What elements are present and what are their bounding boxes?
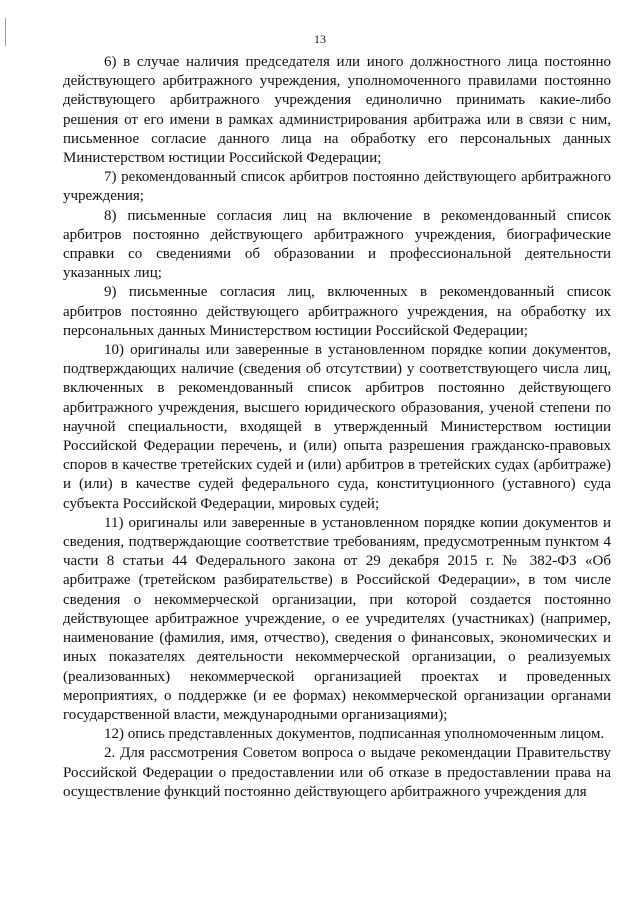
paragraph-item-11: 11) оригиналы или заверенные в установленном порядке копии документов и сведения, подтверждающие соответствие требованиям, предусмотренным пунктом 4 части 8 статьи 44 Федерального закона от 29 декабря 2015 г. № 382-ФЗ «Об арбитраже (третейском разбирательстве) в Российской Федерации», в том числе сведения о некоммерческой организации, при которой создается постоянно действующее арбитражное учреждение, о ее учредителях (участниках) (например, наименование (фамилия, имя, отчество), сведения о финансовых, экономических и иных показателях деятельности некоммерческой организации, о реализуемых (реализованных) некоммерческой организацией проектах и проведенных мероприятиях, о поддержке (и ее формах) некоммерческой организации органами государственной власти, международными организациями); [63, 514, 611, 723]
paragraph-item-7: 7) рекомендованный список арбитров постоянно действующего арбитражного учреждения; [63, 169, 611, 205]
paragraph-item-10: 10) оригиналы или заверенные в установленном порядке копии документов, подтверждающих наличие (сведения об отсутствии) у соответствующего числа лиц, включенных в рекомендованный список арбитров постоянно действующего арбитражного учреждения, высшего юридического образования, ученой степени по научной специальности, входящей в утвержденный Министерством юстиции Российской Федерации перечень, и (или) опыта разрешения гражданско-правовых споров в качестве третейских судей и (или) арбитров в третейских судах (арбитраже) и (или) в качестве судей федерального суда, конституционного (уставного) суда субъекта Российской Федерации, мировых судей; [63, 342, 611, 512]
paragraph-item-6: 6) в случае наличия председателя или иного должностного лица постоянно действующего арбитражного учреждения, уполномоченного правилами постоянно действующего арбитражного учреждения единолично принимать какие-либо решения от его имени в рамках администрирования арбитража или в связи с ним, письменное согласие данного лица на обработку его персональных данных Министерством юстиции Российской Федерации; [63, 54, 611, 167]
page-number: 13 [314, 32, 326, 46]
paragraph-section-2: 2. Для рассмотрения Советом вопроса о выдаче рекомендации Правительству Российской Федерации о предоставлении или об отказе в предоставлении права на осуществление функций постоянно действующего арбитражного учреждения для [63, 745, 611, 800]
paragraph-item-9: 9) письменные согласия лиц, включенных в рекомендованный список арбитров постоянно действующего арбитражного учреждения, на обработку их персональных данных Министерством юстиции Российской Федерации; [63, 284, 611, 339]
paragraph-item-12: 12) опись представленных документов, подписанная уполномоченным лицом. [104, 726, 605, 743]
document-body [63, 53, 611, 802]
paragraph-item-8: 8) письменные согласия лиц на включение в рекомендованный список арбитров постоянно действующего арбитражного учреждения, биографические справки со сведениями об образовании и профессиональной деятельности указанных лиц; [63, 207, 611, 282]
